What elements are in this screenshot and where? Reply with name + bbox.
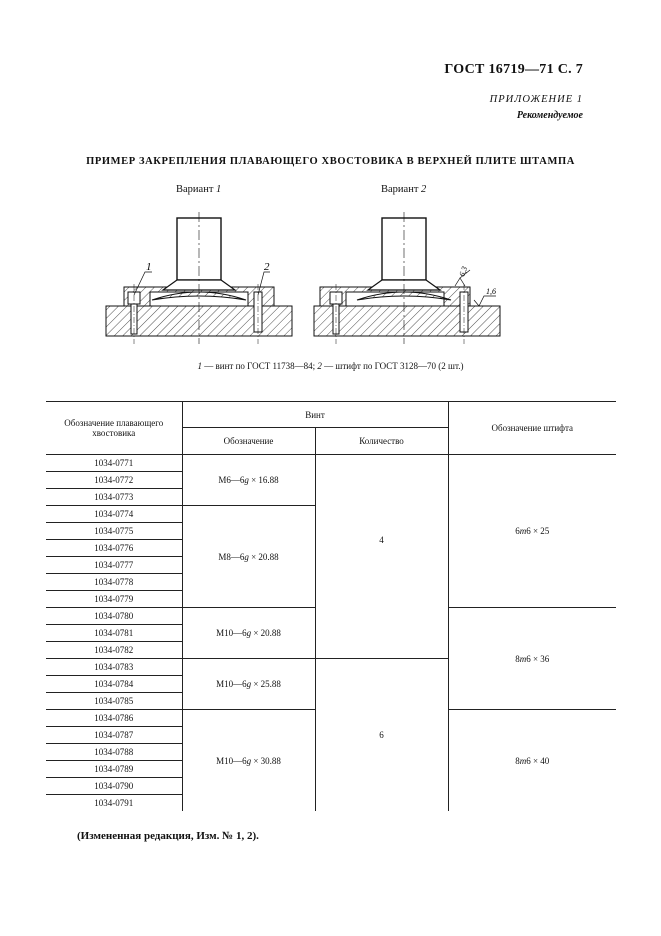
table-cell: 1034-0774	[46, 506, 182, 523]
pin-cell: 6m6 × 25	[448, 455, 616, 608]
table-cell: 1034-0789	[46, 761, 182, 778]
variant-1-label: Вариант 1	[176, 184, 222, 195]
table-cell: 1034-0788	[46, 744, 182, 761]
table-cell: 1034-0772	[46, 472, 182, 489]
document-reference: ГОСТ 16719—71 С. 7	[444, 62, 583, 77]
roughness-mark-2: 1,6	[486, 287, 496, 296]
spec-table	[46, 401, 616, 811]
pin-cell: 8m6 × 36	[448, 608, 616, 710]
table-cell: 1034-0780	[46, 608, 182, 625]
quantity-cell: 4	[315, 455, 448, 625]
quantity-cell: 6	[315, 659, 448, 812]
table-cell: 1034-0777	[46, 557, 182, 574]
table-cell: 1034-0775	[46, 523, 182, 540]
roughness-mark-1: 6,3	[457, 265, 470, 278]
callout-1: 1	[146, 261, 152, 273]
table-cell: 1034-0771	[46, 455, 182, 472]
table-cell: 1034-0784	[46, 676, 182, 693]
screw-cell: М10—6g × 25.88	[182, 659, 315, 710]
table-cell: 1034-0781	[46, 625, 182, 642]
table-cell: 1034-0783	[46, 659, 182, 676]
header-screw: Винт	[182, 402, 448, 428]
assembly-drawing	[0, 0, 661, 360]
page-title: ПРИМЕР ЗАКРЕПЛЕНИЯ ПЛАВАЮЩЕГО ХВОСТОВИКА В ВЕРХНЕЙ ПЛИТЕ ШТАМПА	[86, 156, 575, 167]
revision-note: (Измененная редакция, Изм. № 1, 2).	[77, 830, 259, 842]
screw-cell: М8—6g × 20.88	[182, 506, 315, 608]
pin-cell: 8m6 × 40	[448, 710, 616, 812]
screw-cell: М10—6g × 20.88	[182, 608, 315, 659]
table-cell: 1034-0782	[46, 642, 182, 659]
table-cell: 1034-0779	[46, 591, 182, 608]
table-cell: 1034-0791	[46, 795, 182, 812]
callout-2: 2	[264, 261, 270, 273]
header-screw-quantity: Количество	[315, 428, 448, 455]
variant-1-drawing	[106, 212, 292, 344]
header-shank: Обозначение плавающего хвостовика	[46, 402, 182, 455]
table-cell: 1034-0776	[46, 540, 182, 557]
screw-cell: М10—6g × 30.88	[182, 710, 315, 812]
header-screw-designation: Обозначение	[182, 428, 315, 455]
table-cell: 1034-0785	[46, 693, 182, 710]
table-cell: 1034-0778	[46, 574, 182, 591]
table-cell: 1034-0786	[46, 710, 182, 727]
appendix-label: ПРИЛОЖЕНИЕ 1	[489, 94, 583, 105]
drawing-legend: 1 — винт по ГОСТ 11738—84; 2 — штифт по ГОСТ 3128—70 (2 шт.)	[197, 361, 464, 371]
die-plate-section	[314, 306, 500, 336]
variant-2-drawing	[314, 212, 500, 344]
header-pin: Обозначение штифта	[448, 402, 616, 455]
variant-2-label: Вариант 2	[381, 184, 427, 195]
table-cell: 1034-0787	[46, 727, 182, 744]
appendix-status: Рекомендуемое	[516, 110, 583, 121]
table-cell: 1034-0790	[46, 778, 182, 795]
screw-cell: М6—6g × 16.88	[182, 455, 315, 506]
table-cell: 1034-0773	[46, 489, 182, 506]
